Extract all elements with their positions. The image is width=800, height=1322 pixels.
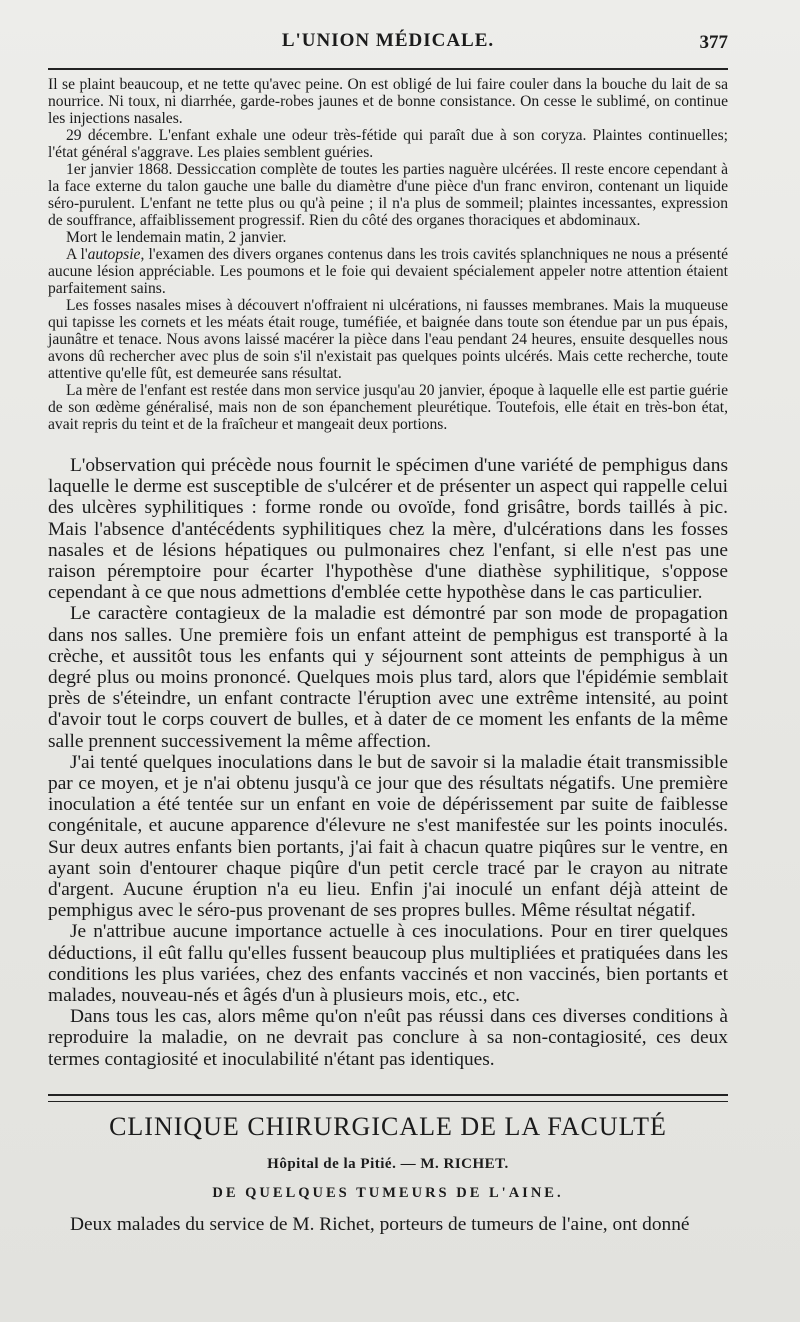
paragraph: Le caractère contagieux de la maladie est démontré par son mode de propagation dans nos salles. Une première fois un enfant atteint de pemphigus est transporté à la crèche, et aussitôt tous les enfants qui y séjournent sont atteints de pemphigus à un degré plus ou moins prononcé. Quelques mois plus tard, alors que l'épidémie semblait près de s'éteindre, un enfant contracte l'éruption avec une extrême intensité, au point d'avoir tout le corps couvert de bulles, et à dater de ce moment les enfants de la même salle prennent successivement la même affection. <box>48 603 728 752</box>
paragraph: Mort le lendemain matin, 2 janvier. <box>66 229 287 246</box>
article-body <box>48 76 728 1235</box>
header-rule <box>48 68 728 70</box>
section-subject: DE QUELQUES TUMEURS DE L'AINE. <box>212 1184 564 1201</box>
running-title: L'UNION MÉDICALE. <box>281 30 495 51</box>
section-first-line: Deux malades du service de M. Richet, porteurs de tumeurs de l'aine, ont donné <box>70 1213 690 1235</box>
autopsy-paragraph <box>48 246 728 297</box>
section-divider <box>48 1094 728 1102</box>
paragraph: Il se plaint beaucoup, et ne tette qu'avec peine. On est obligé de lui faire couler dans la bouche du lait de sa nourrice. Ni toux, ni diarrhée, garde-robes jaunes et de bonne consistance. On cesse le sublimé, on continue les injections nasales. <box>48 76 728 127</box>
paragraph: Je n'attribue aucune importance actuelle à ces inoculations. Pour en tirer quelques déductions, il eût fallu qu'elles fussent beaucoup plus multipliées et pratiquées dans les conditions les plus variées, chez des enfants vaccinés et non vaccinés, bien portants et malades, nouveau-nés et âgés d'un à plusieurs mois, etc., etc. <box>48 921 728 1007</box>
section-title: CLINIQUE CHIRURGICALE DE LA FACULTÉ <box>109 1111 667 1141</box>
paragraph: L'observation qui précède nous fournit le spécimen d'une variété de pemphigus dans laquelle le derme est susceptible de s'ulcérer et de présenter un aspect qui rappelle celui des ulcères syphilitiques : forme ronde ou ovoïde, fond grisâtre, bords taillés à pic. Mais l'absence d'antécédents syphilitiques chez la mère, d'ulcérations dans les fosses nasales et de lésions hépatiques ou pulmonaires chez l'enfant, si elle n'est pas une raison péremptoire pour écarter l'hypothèse d'une diathèse syphilitique, s'oppose cependant à ce que nous admettions d'emblée cette hypothèse dans le cas particulier. <box>48 455 728 604</box>
paragraph: Les fosses nasales mises à découvert n'offraient ni ulcérations, ni fausses membranes. Mais la muqueuse qui tapisse les cornets et les méats était rouge, tuméfiée, et baignée dans toute son étendue par un pus épais, jaunâtre et tenace. Nous avons laissé macérer la pièce dans l'eau pendant 24 heures, ensuite desquelles nous avons dû rechercher avec plus de soin s'il n'existait pas quelques points ulcérés. Mais cette recherche, toute attentive qu'elle fût, est demeurée sans résultat. <box>48 297 728 382</box>
case-notes <box>48 76 728 433</box>
paragraph: 1er janvier 1868. Dessiccation complète de toutes les parties naguère ulcérées. Il reste encore cependant à la face externe du talon gauche une balle du diamètre d'une pièce d'un franc environ, contenant un liquide séro-purulent. L'enfant ne tette plus ou qu'à peine ; il n'a plus de sommeil; plaintes incessantes, expression de souffrance, affaiblissement progressif. Rien du côté des organes thoraciques et abdominaux. <box>48 161 728 229</box>
page-header <box>48 30 728 60</box>
autopsy-italic: autopsie <box>87 246 141 263</box>
paragraph: La mère de l'enfant est restée dans mon service jusqu'au 20 janvier, époque à laquelle elle est partie guérie de son œdème généralisé, mais non de son épanchement pleurétique. Toutefois, elle était en très-bon état, avait repris du teint et de la fraîcheur et mangeait deux portions. <box>48 382 728 433</box>
paragraph: J'ai tenté quelques inoculations dans le but de savoir si la maladie était transmissible par ce moyen, et je n'ai obtenu jusqu'à ce jour que des résultats négatifs. Une première inoculation a été tentée sur un enfant en voie de dépérissement par suite de faiblesse congénitale, et aucune apparence d'élevure ne s'est manifestée sur les points inoculés. Sur deux autres enfants bien portants, j'ai fait à chacun quatre piqûres sur le ventre, en ayant soin d'entourer chaque piqûre d'un petit cercle tracé par le crayon au nitrate d'argent. Aucune éruption n'a eu lieu. Enfin j'ai inoculé un enfant déjà atteint de pemphigus avec le séro-pus provenant de ses propres bulles. Même résultat négatif. <box>48 751 728 922</box>
autopsy-rest: , l'examen des divers organes contenus dans les trois cavités splanchniques ne nous a présenté aucune lésion appréciable. Les poumons et le foie qui devaient spécialement appeler notre attention étaient parfaitement sains. <box>48 246 728 297</box>
discussion <box>48 455 728 1070</box>
paragraph: Dans tous les cas, alors même qu'on n'eût pas réussi dans ces diverses conditions à reproduire la maladie, on ne devrait pas conclure à sa non-contagiosité, ces deux termes contagiosité et inoculabilité n'étant pas identiques. <box>48 1006 728 1070</box>
paragraph: 29 décembre. L'enfant exhale une odeur très-fétide qui paraît due à son coryza. Plaintes continuelles; l'état général s'aggrave. Les plaies semblent guéries. <box>48 127 728 161</box>
page-number: 377 <box>699 32 728 53</box>
section-subtitle: Hôpital de la Pitié. — M. RICHET. <box>267 1155 509 1172</box>
autopsy-lead: A l' <box>66 246 88 263</box>
